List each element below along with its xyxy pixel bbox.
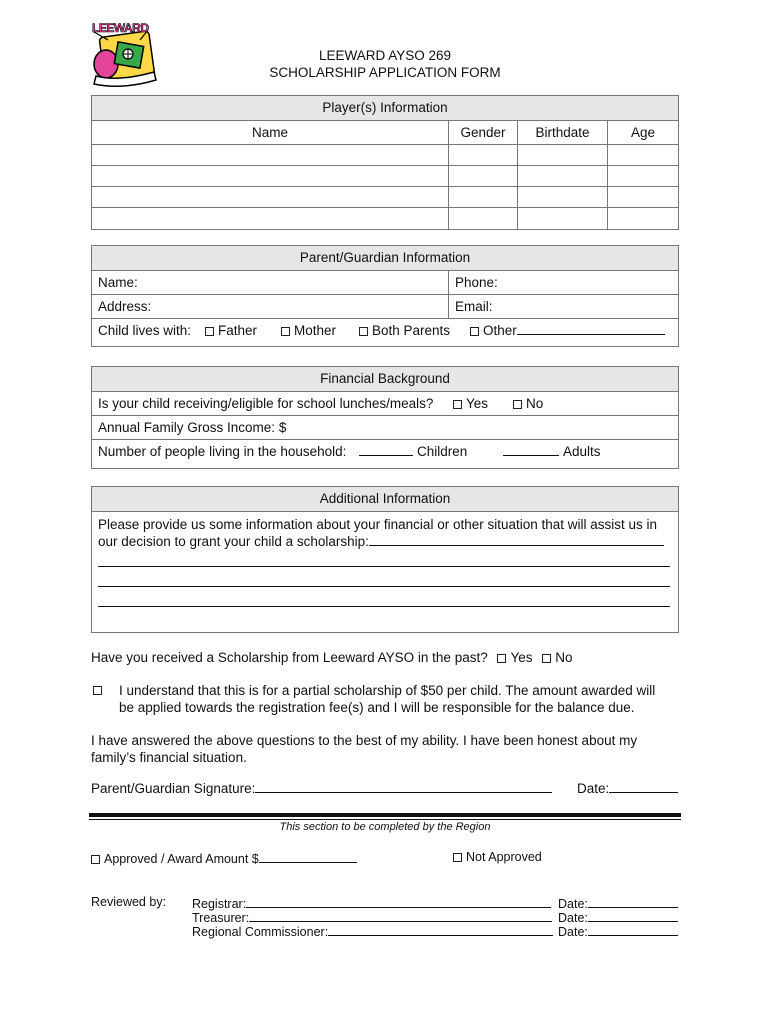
other-blank[interactable] — [517, 322, 665, 335]
player-row[interactable] — [92, 208, 678, 229]
additional-section — [91, 486, 679, 633]
understand-checkbox[interactable] — [93, 686, 102, 695]
player-birthdate-cell[interactable] — [517, 187, 607, 207]
adults-label: Adults — [563, 444, 601, 459]
registrar-label: Registrar: — [192, 897, 247, 911]
both-parents-label: Both Parents — [372, 323, 451, 338]
col-age: Age — [607, 121, 678, 144]
treasurer-date-blank[interactable] — [588, 909, 678, 922]
player-name-cell[interactable] — [92, 208, 448, 229]
parent-row-address — [92, 295, 678, 319]
players-table — [91, 95, 679, 230]
signature-label: Parent/Guardian Signature: — [91, 781, 256, 796]
parent-row-name — [92, 271, 678, 295]
lunch-yes-checkbox[interactable] — [453, 400, 462, 409]
financial-row-household — [92, 440, 678, 468]
player-row[interactable] — [92, 166, 678, 187]
past-yes-checkbox[interactable] — [497, 654, 506, 663]
children-blank[interactable] — [359, 443, 413, 456]
player-name-cell[interactable] — [92, 145, 448, 165]
player-age-cell[interactable] — [607, 208, 678, 229]
not-approved-field[interactable] — [453, 850, 542, 864]
income-label: Annual Family Gross Income: $ — [98, 420, 287, 435]
adults-field[interactable] — [503, 440, 601, 464]
commissioner-field[interactable] — [192, 923, 553, 939]
father-option[interactable] — [205, 319, 257, 343]
parent-address-field[interactable] — [92, 295, 448, 318]
father-checkbox[interactable] — [205, 327, 214, 336]
form-title: LEEWARD AYSO 269 — [318, 48, 452, 63]
player-gender-cell[interactable] — [448, 166, 517, 186]
financial-row-lunch — [92, 392, 678, 416]
players-header-row — [92, 121, 678, 145]
mother-checkbox[interactable] — [281, 327, 290, 336]
player-name-cell[interactable] — [92, 187, 448, 207]
past-yes-option[interactable] — [497, 650, 532, 665]
honest-line2: family’s financial situation. — [91, 750, 247, 765]
signature-date-field[interactable] — [577, 780, 678, 796]
col-birthdate: Birthdate — [517, 121, 607, 144]
parent-address-label: Address: — [98, 299, 152, 314]
additional-blank-3[interactable] — [98, 606, 670, 607]
additional-prompt-line2: our decision to grant your child a scholarship: — [98, 534, 369, 549]
approved-checkbox[interactable] — [91, 855, 100, 864]
player-gender-cell[interactable] — [448, 208, 517, 229]
additional-blank-2[interactable] — [98, 586, 670, 587]
region-note: This section to be completed by the Region — [279, 821, 491, 833]
both-parents-checkbox[interactable] — [359, 327, 368, 336]
mother-label: Mother — [294, 323, 337, 338]
commissioner-blank[interactable] — [328, 923, 553, 936]
household-label: Number of people living in the household: — [98, 444, 347, 459]
player-gender-cell[interactable] — [448, 187, 517, 207]
col-name: Name — [251, 125, 288, 140]
form-subtitle: SCHOLARSHIP APPLICATION FORM — [269, 65, 501, 80]
player-age-cell[interactable] — [607, 145, 678, 165]
lives-with-label: Child lives with: — [98, 323, 192, 338]
not-approved-label: Not Approved — [466, 850, 542, 864]
col-gender: Gender — [448, 121, 517, 144]
parent-phone-field[interactable] — [448, 271, 678, 294]
past-scholarship-row — [91, 649, 681, 666]
lunch-no-option[interactable] — [513, 392, 543, 416]
approved-field[interactable] — [91, 850, 357, 866]
reviewed-by-label: Reviewed by: — [91, 895, 167, 909]
player-age-cell[interactable] — [607, 166, 678, 186]
additional-prompt — [98, 516, 664, 550]
parent-section — [91, 245, 679, 347]
father-label: Father — [218, 323, 258, 338]
treasurer-date-label: Date: — [558, 911, 588, 925]
signature-date-label: Date: — [577, 781, 610, 796]
parent-email-label: Email: — [455, 299, 493, 314]
additional-heading: Additional Information — [92, 487, 678, 512]
approved-label: Approved / Award Amount $ — [104, 852, 259, 866]
registrar-date-label: Date: — [558, 897, 588, 911]
past-yes-label: Yes — [510, 650, 533, 665]
mother-option[interactable] — [281, 319, 336, 343]
children-field[interactable] — [359, 440, 467, 464]
honest-line1: I have answered the above questions to the best of my ability. I have been honest about my — [91, 733, 638, 748]
parent-name-field[interactable] — [92, 271, 448, 294]
past-no-checkbox[interactable] — [542, 654, 551, 663]
children-label: Children — [417, 444, 468, 459]
commissioner-label: Regional Commissioner: — [192, 925, 329, 939]
commissioner-date-blank[interactable] — [588, 923, 678, 936]
financial-heading: Financial Background — [92, 367, 678, 392]
player-birthdate-cell[interactable] — [517, 166, 607, 186]
honest-statement — [91, 732, 681, 766]
player-row[interactable] — [92, 187, 678, 208]
financial-row-income[interactable] — [92, 416, 678, 440]
lunch-no-checkbox[interactable] — [513, 400, 522, 409]
registrar-date-blank[interactable] — [588, 895, 678, 908]
registrar-blank[interactable] — [246, 895, 551, 908]
financial-section — [91, 366, 679, 469]
understand-line1: I understand that this is for a partial scholarship of $50 per child. The amount awarded will — [119, 683, 656, 698]
other-option[interactable] — [470, 319, 665, 343]
award-amount-blank[interactable] — [259, 850, 357, 863]
parent-email-field[interactable] — [448, 295, 678, 318]
parent-row-lives-with — [92, 319, 678, 346]
commissioner-date-field[interactable] — [558, 923, 678, 939]
past-no-option[interactable] — [542, 650, 572, 665]
adults-blank[interactable] — [503, 443, 559, 456]
lunch-yes-label: Yes — [466, 396, 489, 411]
signature-date-blank[interactable] — [609, 780, 678, 793]
signature-blank[interactable] — [255, 780, 552, 793]
player-age-cell[interactable] — [607, 187, 678, 207]
commissioner-date-label: Date: — [558, 925, 588, 939]
logo-text: LEEWARD — [92, 21, 149, 35]
player-name-cell[interactable] — [92, 166, 448, 186]
additional-blank-0[interactable] — [369, 533, 664, 546]
parent-heading: Parent/Guardian Information — [92, 246, 678, 271]
lunch-no-label: No — [526, 396, 544, 411]
treasurer-label: Treasurer: — [192, 911, 250, 925]
additional-blank-1[interactable] — [98, 566, 670, 567]
parent-phone-label: Phone: — [455, 275, 498, 290]
players-heading: Player(s) Information — [92, 96, 678, 121]
additional-prompt-line1: Please provide us some information about your financial or other situation that will assist us in — [98, 517, 658, 532]
other-label: Other — [483, 323, 517, 338]
both-parents-option[interactable] — [359, 319, 450, 343]
not-approved-checkbox[interactable] — [453, 853, 462, 862]
understand-text — [119, 682, 679, 716]
player-birthdate-cell[interactable] — [517, 145, 607, 165]
player-row[interactable] — [92, 145, 678, 166]
other-checkbox[interactable] — [470, 327, 479, 336]
past-no-label: No — [555, 650, 573, 665]
region-divider — [89, 813, 681, 817]
lunch-question: Is your child receiving/eligible for school lunches/meals? — [98, 396, 434, 411]
past-question: Have you received a Scholarship from Leeward AYSO in the past? — [91, 650, 488, 665]
treasurer-blank[interactable] — [249, 909, 552, 922]
region-divider-thin — [89, 819, 681, 820]
parent-name-label: Name: — [98, 275, 138, 290]
player-birthdate-cell[interactable] — [517, 208, 607, 229]
understand-line2: be applied towards the registration fee(s) and I will be responsible for the balance due. — [119, 700, 635, 715]
player-gender-cell[interactable] — [448, 145, 517, 165]
lunch-yes-option[interactable] — [453, 392, 488, 416]
signature-field[interactable] — [91, 780, 552, 796]
